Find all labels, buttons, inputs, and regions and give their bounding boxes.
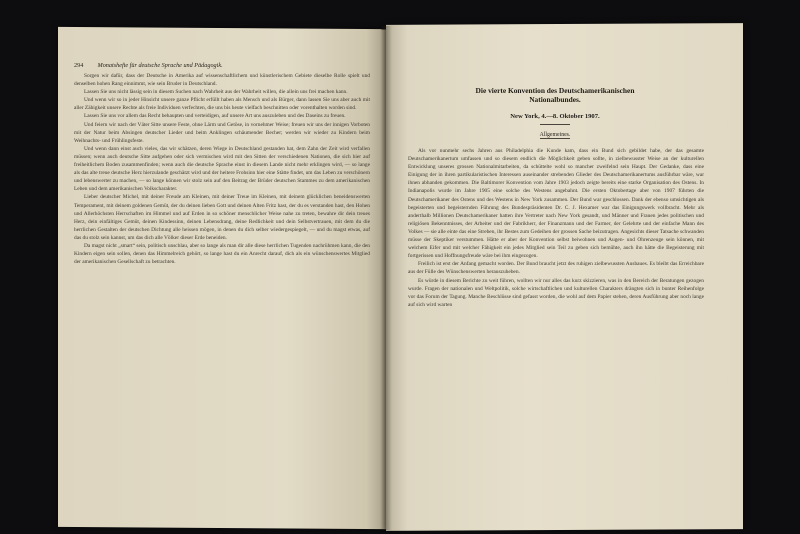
paragraph: Und wenn dann einst auch vieles, das wir schätzen, deren Wiege in Deutschland gestanden hat, dem Zahn der Zeit wird verfallen müssen; wenn auch deutsche Sitte aufgehen oder sich vermischen wird mit den Sitten der verschiedenen Nationen, die sich hier auf freiheitlichem Boden zusammenfinden; wenn auch die deutsche Sprache einst in diesem Lande nicht mehr erklingen wird, — so lange als das alte treue deutsche Herz hierzulande geschätzt wird und der heitere Frohsinn hier eine Stätte findet, um das Leben zu verschönern und lebenswerter zu machen, — so lange können wir stolz sein auf den Beitrag der Brüder deutschen Stammes zu dem amerikanischen Leben und dem amerikanischen Volkscharakter. [74, 145, 370, 193]
article-title-line: Nationalbundes. [529, 95, 581, 105]
left-text-column [74, 72, 370, 266]
paragraph: Als vor nunmehr sechs Jahren aus Philadelphia die Kunde kam, dass ein Bund sich gebildet habe, der das gesamte Deutschamerikanertum umfassen und so diesem endlich die Möglichkeit geben sollte, in zielbewusster Weise an der kulturellen Entwicklung unseres grossen Nationalmitarbeiten, da schüttelte wohl so mancher zweifelnd sein Haupt. Der Gedanke, dass eine Einigung der in ihren partikularistischen Interessen auseinander strebenden Glieder des Deutschamerikanertums ausführbar wäre, war ihnen abhanden gekommen. Die Baltimorer Konvention vom Jahre 1903 jedoch zeigte bereits eine starke Organisation des Ostens. In Indianapolis wurde im Jahre 1905 eine solche des Westens angebahnt. Die ersten Oktobertage aber von 1907 führten die Deutschamerikaner des Ostens und des Westens in New York zusammen. Der Bund war geschlossen. Dank der ebenso umsichtigen als begeisterten und begeisternden Führung des Bundespräsidenten Dr. C. J. Hexamer war das Einigungswerk vollbracht. Mehr als anderthalb Millionen Deutschamerikaner hatten ihre Vertreter nach New York gesandt, und Männer und Frauen jedes politischen und religiösen Bekenntnisses, der Arbeiter und der Fabrikherr, der Finanzmann und der Farmer, der Gelehrte und der einfache Mann des Volkes — sie alle einte das eine Streben, ihr Bestes zum Gedeihen der grossen Sache beizutragen. Angesichts dieser Tatsache schwanden müsse der Skeptiker verstummen. Hätte er aber der Konvention selbst beiwohnen und Augen- und Ohrenzeuge sein können, mit welchem Eifer und mit welcher Fähigkeit ein jedes Mitglied sein Teil zu geben sich bemühte, auch ihn hätte die Begeisterung mit fortgerissen und Hoffnungsfreude wäre bei ihm eingezogen. [408, 148, 704, 260]
journal-title: Monatshefte für deutsche Sprache und Pädagogik. [97, 62, 223, 69]
article-title-line: Die vierte Konvention des Deutschamerikanischen [475, 86, 635, 95]
paragraph: Lieber deutscher Michel, mit deiner Freude am Kleinen, mit deiner Treue im Kleinen, mit deinem glücklichen beneidenswerten Temperament, mit deinem goldenen Gemüt, der du deinen lieben Gott und deinen Alten Fritz hast, der du es verstanden hast, den Hohen und Allerhöchsten Herrschaften im Himmel und auf Erden in so schöner menschlicher Weise nahe zu treten, bewahre dir dein treues Herz, dein einfältiges Gemüt, deinen Kindessinn, deinen Lebensdrang, deine Redlichkeit und dein Selbstvertrauen, mit dem du die herrlichen Gestalten der deutschen Dichtung alle heissen mögen, in denen du dich selber wiedergespiegelt, — und du magst etwas, auf das du stolz sein kannst, um das dich alle Völker dieser Erde beneiden. [74, 194, 370, 241]
paragraph: Und feiern wir nach der Väter Sitte unsere Feste, ohne Lärm und Getöse, in vornehmer Weise; freuen wir uns der innigen Vorboten mit der Natur beim Absingen deutscher Lieder und beim Anklingen schäumender Becher; werden wir wieder zu Kindern beim Weihnachts- und Frühlingsfeste. [74, 121, 370, 144]
paragraph: Und wenn wir so in jeder Hinsicht unsere ganze Pflicht erfüllt haben als Mensch und als Bürger, dann lassen Sie uns aber auch mit aller Zähigkeit unsere Rechte als freie Individuen verfechten, die uns bis heute vielfach beschnitten oder vorenthalten worden sind. [74, 97, 370, 112]
paragraph: Lassen Sie uns vor allem das Recht behaupten und verteidigen, auf unsere Art uns auszuleben und des Daseins zu freuen. [84, 113, 346, 120]
book-gutter [380, 26, 392, 530]
right-text-column [408, 147, 704, 309]
page-number: 294 [74, 62, 84, 69]
running-head [74, 62, 374, 69]
paragraph: Lassen Sie uns nicht lässig sein in diesem Suchen nach Wahrheit aus der Wahrheit willen, die allein uns frei machen kann. [84, 89, 348, 96]
divider-rule [540, 124, 570, 125]
paragraph: Es würde in diesem Berichte zu weit führen, wollten wir nur alles das kurz skizzieren, was in den Bereich der Beratungen gezogen wurde. Fragen der nationalen und Weltpolitik, solche wirtschaftlichen und kulturellen Charakters drängten sich in bunter Reihenfolge vor das Forum der Tagung. Manche Beschlüsse sind gefasst worden, die wohl auf dem Papier stehen, deren Ausführung aber noch lange auf sich wird warten [408, 277, 704, 308]
paragraph: Sorgen wir dafür, dass der Deutsche in Amerika auf wissenschaftlichem und künstlerischem Gebiete dieselbe Rolle spielt und denselben hohen Rang einnimmt, wie sein Bruder in Deutschland. [74, 73, 370, 88]
section-heading [430, 132, 680, 138]
article-title [430, 86, 680, 105]
paragraph: Da magst nicht „smart“ sein, politisch unschlau, aber so lange als man dir alle diese herrlichen Tugenden nachrühmen kann, die den Kindern eigen sein sollen, denen das Himmelreich gehört, so lange hast du ein Anrecht darauf, dich als ein wünschenswertes Mitglied der amerikanischen Gesellschaft zu betrachten. [74, 242, 370, 266]
paragraph: Freilich ist erst der Anfang gemacht worden. Der Bund braucht jetzt des ruhigen zielbewussten Ausbaues. Es bleibt das Erreichbare aus der Fülle des Wünschenswerten herauszuheben. [408, 261, 704, 276]
section-heading-text: Allgemeines. [539, 132, 571, 138]
article-dateline: New York, 4.—8. Oktober 1907. [510, 113, 600, 120]
